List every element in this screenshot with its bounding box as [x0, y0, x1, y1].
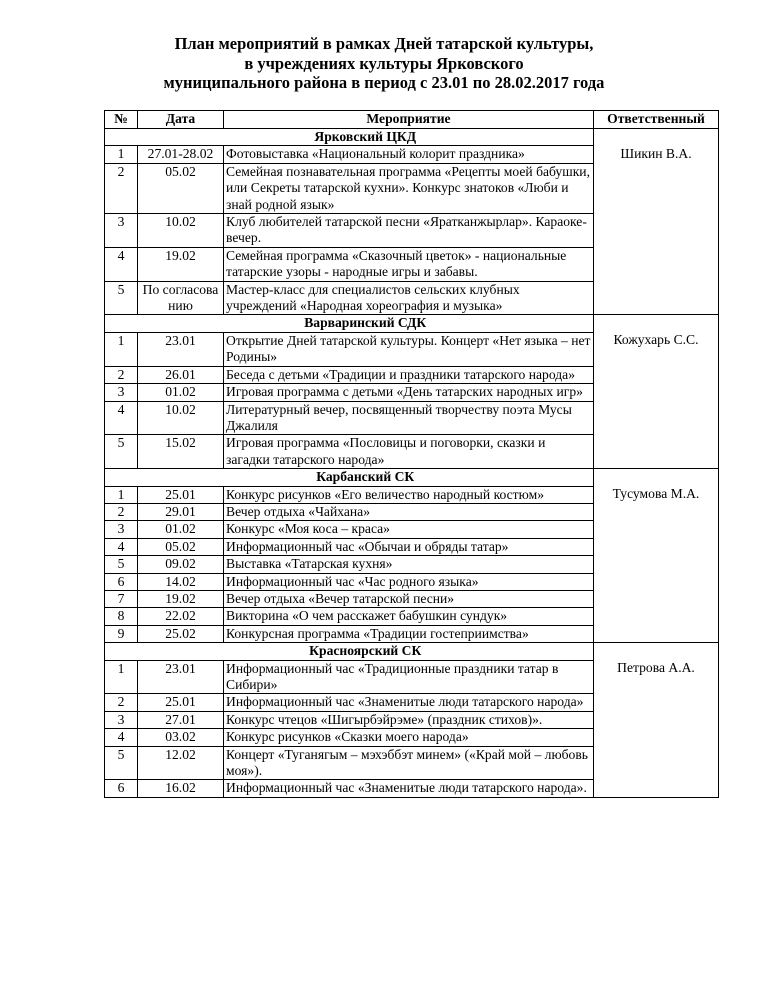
section-num-cell — [105, 129, 138, 146]
row-num: 3 — [105, 384, 138, 401]
header-event: Мероприятие — [224, 111, 594, 129]
row-date: 15.02 — [138, 435, 224, 469]
row-num: 1 — [105, 332, 138, 366]
row-num: 5 — [105, 281, 138, 315]
row-date: 05.02 — [138, 163, 224, 213]
row-num: 5 — [105, 746, 138, 780]
section-num-cell — [105, 469, 138, 486]
row-responsible: Кожухарь С.С. — [594, 332, 719, 468]
row-num: 1 — [105, 486, 138, 503]
row-event: Информационный час «Знаменитые люди татарского народа». — [224, 780, 594, 797]
section-spacer-cell — [594, 315, 719, 332]
row-event: Семейная познавательная программа «Рецепты моей бабушки, или Секреты татарской кухни». Конкурс знатоков «Люби и знай родной язык» — [224, 163, 594, 213]
table-body — [105, 129, 719, 798]
row-date: 01.02 — [138, 521, 224, 538]
row-event: Фотовыставка «Национальный колорит праздника» — [224, 146, 594, 163]
row-num: 2 — [105, 503, 138, 520]
row-num: 3 — [105, 711, 138, 728]
row-event: Клуб любителей татарской песни «Яратканжырлар». Караоке-вечер. — [224, 214, 594, 248]
row-num: 9 — [105, 625, 138, 642]
title-line: в учреждениях культуры Ярковского — [244, 53, 524, 73]
row-event: Концерт «Туганягым – мэхэббэт минем» («Край мой – любовь моя»). — [224, 746, 594, 780]
row-num: 7 — [105, 590, 138, 607]
row-num: 2 — [105, 694, 138, 711]
row-event: Информационный час «Традиционные праздники татар в Сибири» — [224, 660, 594, 694]
row-event: Вечер отдыха «Вечер татарской песни» — [224, 590, 594, 607]
row-event: Конкурс чтецов «Шигырбэйрэме» (праздник стихов)». — [224, 711, 594, 728]
row-event: Игровая программа с детьми «День татарских народных игр» — [224, 384, 594, 401]
row-num: 6 — [105, 780, 138, 797]
row-event: Информационный час «Знаменитые люди татарского народа» — [224, 694, 594, 711]
table-row — [105, 332, 719, 366]
events-table — [104, 110, 719, 798]
section-row — [105, 469, 719, 486]
section-spacer-cell — [594, 129, 719, 146]
row-date: 25.02 — [138, 625, 224, 642]
row-responsible: Тусумова М.А. — [594, 486, 719, 643]
title-line: муниципального района в период с 23.01 по 28.02.2017 года — [163, 73, 605, 92]
row-date: 19.02 — [138, 247, 224, 281]
row-date: 05.02 — [138, 538, 224, 555]
row-date: 25.01 — [138, 486, 224, 503]
section-row — [105, 315, 719, 332]
row-event: Выставка «Татарская кухня» — [224, 556, 594, 573]
row-date: 22.02 — [138, 608, 224, 625]
section-row — [105, 129, 719, 146]
row-num: 8 — [105, 608, 138, 625]
title-line: План мероприятий в рамках Дней татарской культуры, — [174, 34, 594, 53]
row-event: Викторина «О чем расскажет бабушкин сундук» — [224, 608, 594, 625]
row-event: Семейная программа «Сказочный цветок» - национальные татарские узоры - народные игры и забавы. — [224, 247, 594, 281]
row-event: Литературный вечер, посвященный творчеству поэта Мусы Джалиля — [224, 401, 594, 435]
header-date: Дата — [138, 111, 224, 129]
row-num: 2 — [105, 163, 138, 213]
table-row — [105, 146, 719, 163]
row-num: 3 — [105, 521, 138, 538]
row-date: 10.02 — [138, 214, 224, 248]
header-responsible: Ответственный — [594, 111, 719, 129]
row-date: 25.01 — [138, 694, 224, 711]
section-row — [105, 643, 719, 660]
table-header-row — [105, 111, 719, 129]
row-date: 27.01-​28.02 — [138, 146, 224, 163]
row-date: 14.02 — [138, 573, 224, 590]
row-num: 3 — [105, 214, 138, 248]
row-num: 4 — [105, 538, 138, 555]
row-date: По согласова​нию — [138, 281, 224, 315]
section-num-cell — [105, 643, 138, 660]
row-num: 4 — [105, 247, 138, 281]
row-num: 2 — [105, 366, 138, 383]
section-title: Варваринский СДК — [138, 315, 594, 332]
section-spacer-cell — [594, 643, 719, 660]
row-date: 10.02 — [138, 401, 224, 435]
row-date: 12.02 — [138, 746, 224, 780]
row-date: 29.01 — [138, 503, 224, 520]
row-event: Информационный час «Обычаи и обряды татар» — [224, 538, 594, 555]
row-event: Мастер-класс для специалистов сельских клубных учреждений «Народная хореография и музыка» — [224, 281, 594, 315]
section-spacer-cell — [594, 469, 719, 486]
section-title: Красноярский СК — [138, 643, 594, 660]
row-event: Конкурс «Моя коса – краса» — [224, 521, 594, 538]
row-event: Вечер отдыха «Чайхана» — [224, 503, 594, 520]
section-title: Карбанский СК — [138, 469, 594, 486]
table-row — [105, 486, 719, 503]
row-date: 27.01 — [138, 711, 224, 728]
row-event: Открытие Дней татарской культуры. Концерт «Нет языка – нет Родины» — [224, 332, 594, 366]
row-date: 23.01 — [138, 332, 224, 366]
row-event: Информационный час «Час родного языка» — [224, 573, 594, 590]
row-event: Конкурс рисунков «Сказки моего народа» — [224, 729, 594, 746]
table-row — [105, 660, 719, 694]
row-num: 4 — [105, 729, 138, 746]
header-num: № — [105, 111, 138, 129]
row-event: Конкурс рисунков «Его величество народный костюм» — [224, 486, 594, 503]
row-responsible: Шикин В.А. — [594, 146, 719, 315]
row-date: 26.01 — [138, 366, 224, 383]
section-num-cell — [105, 315, 138, 332]
document-title — [0, 34, 768, 93]
row-date: 09.02 — [138, 556, 224, 573]
row-event: Беседа с детьми «Традиции и праздники татарского народа» — [224, 366, 594, 383]
row-num: 1 — [105, 660, 138, 694]
row-responsible: Петрова А.А. — [594, 660, 719, 797]
row-event: Конкурсная программа «Традиции гостеприимства» — [224, 625, 594, 642]
row-date: 16.02 — [138, 780, 224, 797]
row-num: 1 — [105, 146, 138, 163]
row-date: 23.01 — [138, 660, 224, 694]
row-num: 5 — [105, 556, 138, 573]
row-date: 19.02 — [138, 590, 224, 607]
row-date: 01.02 — [138, 384, 224, 401]
row-event: Игровая программа «Пословицы и поговорки, сказки и загадки татарского народа» — [224, 435, 594, 469]
section-title: Ярковский ЦКД — [138, 129, 594, 146]
row-num: 4 — [105, 401, 138, 435]
row-date: 03.02 — [138, 729, 224, 746]
row-num: 6 — [105, 573, 138, 590]
row-num: 5 — [105, 435, 138, 469]
